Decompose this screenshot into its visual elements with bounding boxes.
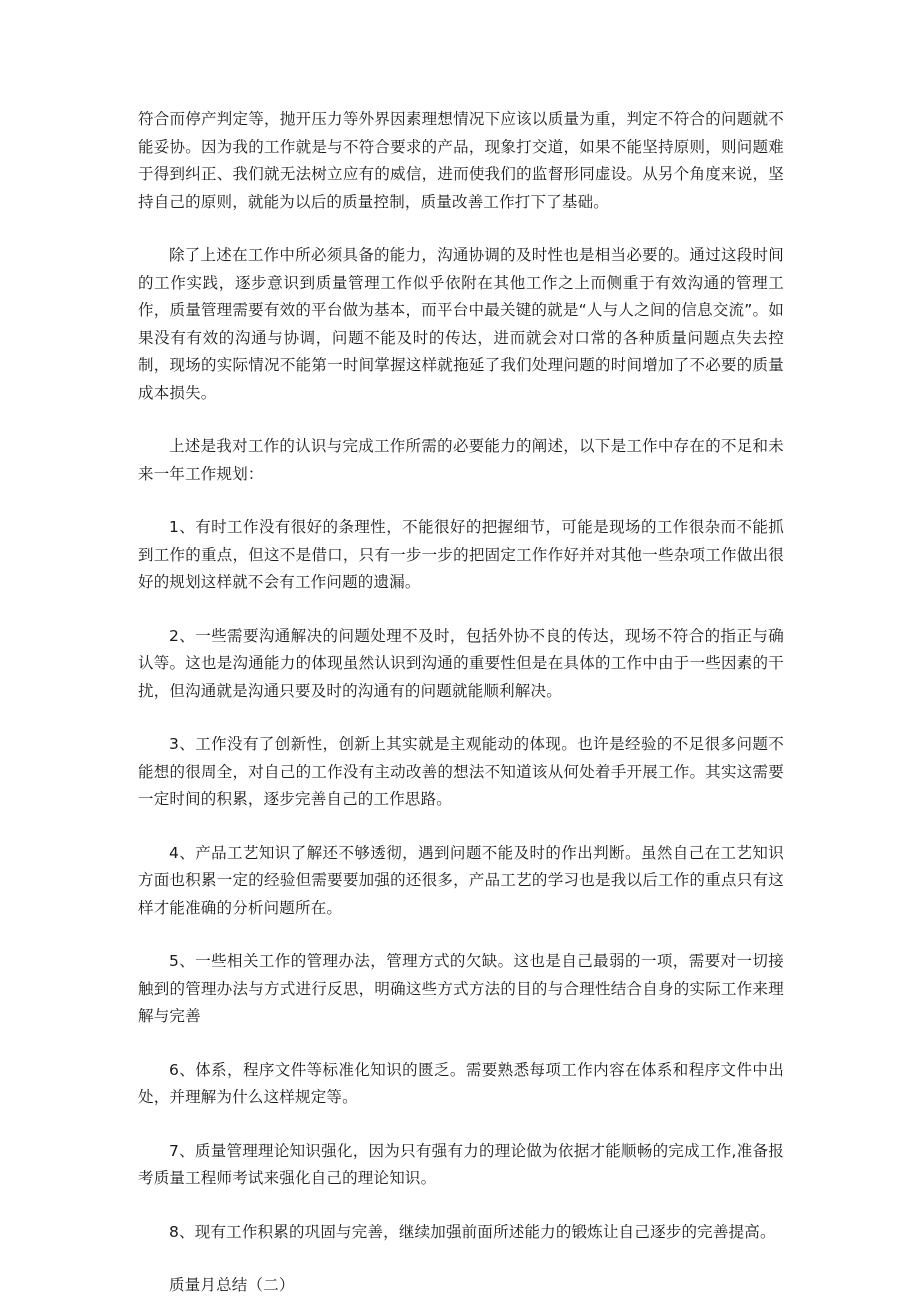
list-item-4: 4、产品工艺知识了解还不够透彻，遇到问题不能及时的作出判断。虽然自己在工艺知识方面也积累一定的经验但需要要加强的还很多，产品工艺的学习也是我以后工作的重点只有这样才能准确的分析问题所在。	[138, 843, 784, 917]
list-item-5: 5、一些相关工作的管理办法，管理方式的欠缺。这也是自己最弱的一项，需要对一切接触到的管理办法与方式进行反思，明确这些方式方法的目的与合理性结合自身的实际工作来理解与完善	[138, 952, 784, 1025]
paragraph-principles: 符合而停产判定等，抛开压力等外界因素理想情况下应该以质量为重，判定不符合的问题就不能妥协。因为我的工作就是与不符合要求的产品，现象打交道，如果不能坚持原则，则问题难于得到纠正、我们就无法树立应有的威信，进而使我们的监督形同虚设。从另个角度来说，坚持自己的原则，就能为以后的质量控制，质量改善工作打下了基础。	[138, 110, 784, 211]
section-heading: 质量月总结（二）	[169, 1276, 295, 1294]
document-page	[138, 106, 784, 1300]
list-item-6: 6、体系，程序文件等标准化知识的匮乏。需要熟悉每项工作内容在体系和程序文件中出处，并理解为什么这样规定等。	[138, 1060, 784, 1106]
list-item-7: 7、质量管理理论知识强化，因为只有强有力的理论做为依据才能顺畅的完成工作,准备报考质量工程师考试来强化自己的理论知识。	[138, 1141, 784, 1187]
list-item-3: 3、工作没有了创新性，创新上其实就是主观能动的体现。也许是经验的不足很多问题不能想的很周全，对自己的工作没有主动改善的想法不知道该从何处着手开展工作。其实这需要一定时间的积累，逐步完善自己的工作思路。	[138, 735, 784, 808]
paragraph-communication: 除了上述在工作中所必须具备的能力，沟通协调的及时性也是相当必要的。通过这段时间的工作实践，逐步意识到质量管理工作似乎依附在其他工作之上而侧重于有效沟通的管理工作，质量管理需要有效的平台做为基本，而平台中最关键的就是“人与人之间的信息交流”。如果没有有效的沟通与协调，问题不能及时的传达，进而就会对口常的各种质量问题点失去控制，现场的实际情况不能第一时间掌握这样就拖延了我们处理问题的时间增加了不必要的质量成本损失。	[138, 246, 784, 402]
list-item-8: 8、现有工作积累的巩固与完善，继续加强前面所述能力的锻炼让自己逐步的完善提高。	[169, 1222, 776, 1241]
list-item-2: 2、一些需要沟通解决的问题处理不及时，包括外协不良的传达，现场不符合的指正与确认等。这也是沟通能力的体现虽然认识到沟通的重要性但是在具体的工作中由于一些因素的干扰，但沟通就是沟通只要及时的沟通有的问题就能顺利解决。	[138, 626, 784, 700]
paragraph-summary-intro: 上述是我对工作的认识与完成工作所需的必要能力的阐述，以下是工作中存在的不足和未来一年工作规划：	[138, 437, 784, 483]
list-item-1: 1、有时工作没有很好的条理性，不能很好的把握细节，可能是现场的工作很杂而不能抓到工作的重点，但这不是借口，只有一步一步的把固定工作作好并对其他一些杂项工作做出很好的规划这样就不会有工作问题的遗漏。	[138, 518, 784, 591]
